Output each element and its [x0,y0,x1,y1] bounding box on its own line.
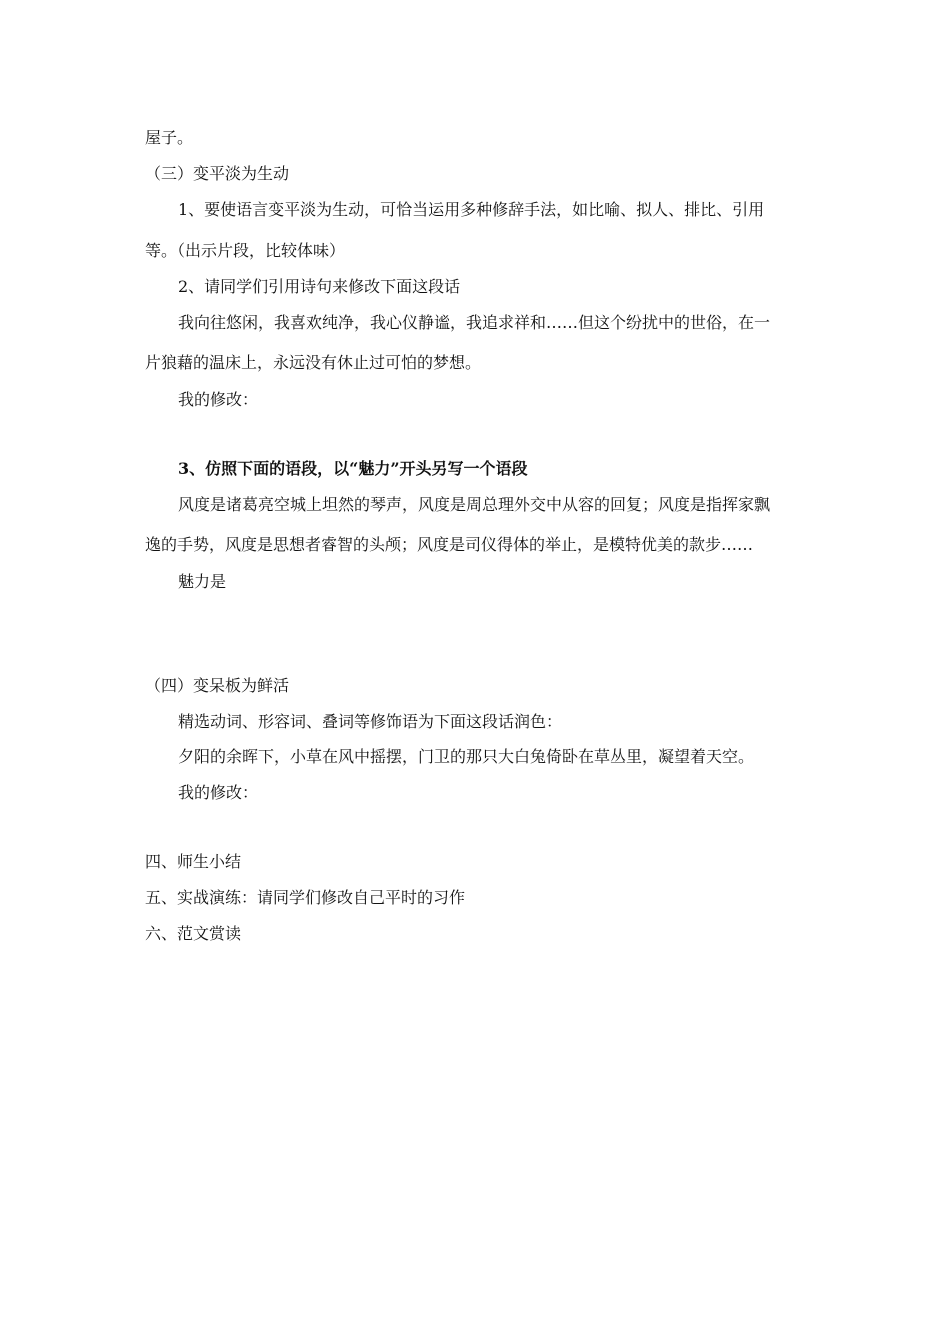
text-line-item-1-part2: 等。（出示片段，比较体味） [145,241,346,260]
text-line-item-1-part1: 1、要使语言变平淡为生动，可恰当运用多种修辞手法，如比喻、拟人、排比、引用 [178,200,765,219]
text-line-continuation: 屋子。 [145,128,194,147]
text-line-my-revision-2: 我的修改： [178,783,259,802]
text-line-sunset: 夕阳的余晖下，小草在风中摇摆，门卫的那只大白兔倚卧在草丛里，凝望着天空。 [178,747,755,766]
heading-section-five: 五、实战演练：请同学们修改自己平时的习作 [145,888,466,907]
text-line-my-revision-1: 我的修改： [178,390,259,409]
text-line-paragraph-part1: 我向往悠闲，我喜欢纯净，我心仪静谧，我追求祥和……但这个纷扰中的世俗，在一 [178,313,771,332]
text-line-charm: 魅力是 [178,572,227,591]
section-heading-3: （三）变平淡为生动 [145,164,290,183]
section-heading-4: （四）变呆板为鲜活 [145,676,290,695]
heading-section-four: 四、师生小结 [145,852,242,871]
text-line-paragraph-part2: 片狼藉的温床上，永远没有休止过可怕的梦想。 [145,353,482,372]
text-line-demeanor-part2: 逸的手势，风度是思想者睿智的头颅；风度是司仪得体的举止，是模特优美的款步…… [145,535,754,554]
heading-section-six: 六、范文赏读 [145,924,242,943]
text-line-demeanor-part1: 风度是诸葛亮空城上坦然的琴声，风度是周总理外交中从容的回复；风度是指挥家飘 [178,495,771,514]
text-line-instruction: 精选动词、形容词、叠词等修饰语为下面这段话润色： [178,712,563,731]
text-line-item-2: 2、请同学们引用诗句来修改下面这段话 [178,277,461,296]
text-line-item-3: 3、仿照下面的语段，以“魅力”开头另写一个语段 [178,459,528,478]
